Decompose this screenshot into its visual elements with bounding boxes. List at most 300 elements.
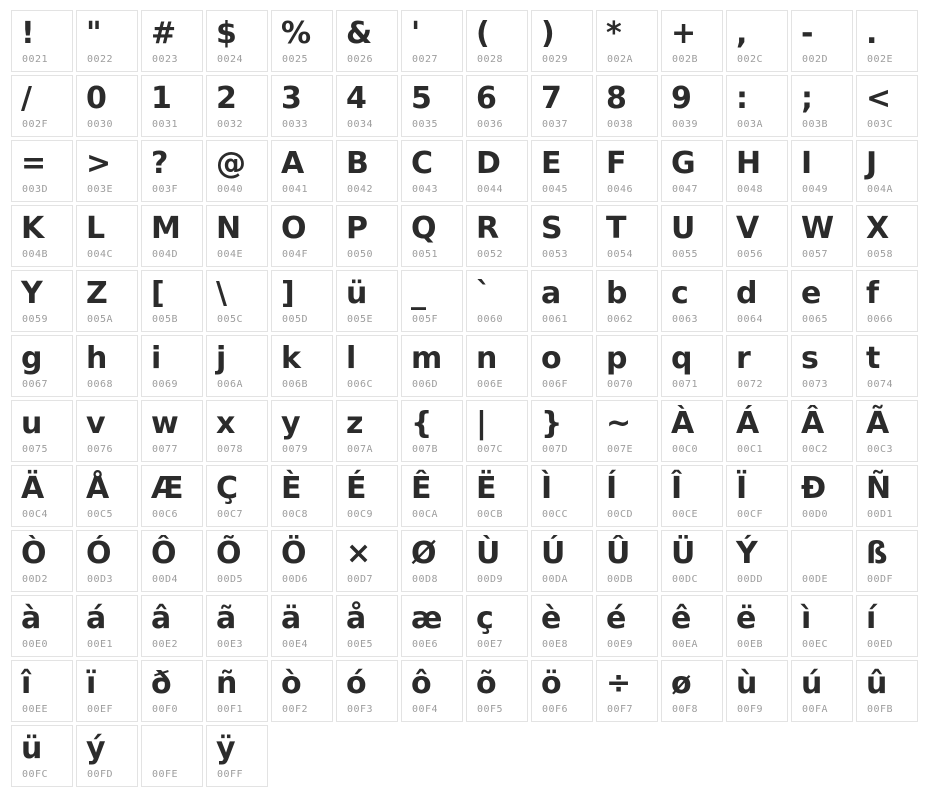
- glyph: q: [671, 341, 693, 376]
- glyph-cell: [661, 75, 723, 137]
- glyph-code-label: 00FE: [152, 769, 179, 780]
- glyph-code-label: 0033: [282, 119, 309, 130]
- glyph: ?: [151, 146, 169, 181]
- glyph: ù: [736, 666, 758, 701]
- glyph: À: [671, 406, 695, 441]
- glyph-code-label: 0037: [542, 119, 569, 130]
- glyph-cell: [531, 530, 593, 592]
- glyph-code-label: 0029: [542, 54, 569, 65]
- glyph: û: [866, 666, 888, 701]
- glyph-cell: [596, 335, 658, 397]
- glyph-code-label: 002A: [607, 54, 634, 65]
- glyph-code-label: 0023: [152, 54, 179, 65]
- glyph-cell: [11, 725, 73, 787]
- glyph-code-label: 004E: [217, 249, 244, 260]
- glyph-code-label: 0047: [672, 184, 699, 195]
- glyph-cell: [206, 10, 268, 72]
- glyph: C: [411, 146, 434, 181]
- glyph-cell: [726, 530, 788, 592]
- glyph: K: [21, 211, 45, 246]
- glyph-code-label: 002B: [672, 54, 699, 65]
- glyph-code-label: 00F2: [282, 704, 309, 715]
- glyph-code-label: 00D7: [347, 574, 374, 585]
- glyph-cell: [76, 75, 138, 137]
- glyph-cell: [531, 75, 593, 137]
- glyph: [801, 535, 852, 573]
- glyph: z: [346, 406, 364, 441]
- glyph-cell: [791, 595, 853, 657]
- glyph-code-label: 00CE: [672, 509, 699, 520]
- glyph-code-label: 0046: [607, 184, 634, 195]
- glyph: Æ: [151, 471, 184, 506]
- glyph: L: [86, 211, 106, 246]
- glyph: Ç: [216, 471, 239, 506]
- glyph-cell: [141, 595, 203, 657]
- glyph: Y: [21, 276, 43, 311]
- glyph-code-label: 00FD: [87, 769, 114, 780]
- glyph: æ: [411, 601, 443, 636]
- glyph-cell: [791, 205, 853, 267]
- glyph: ç: [476, 601, 494, 636]
- glyph: O: [281, 211, 307, 246]
- glyph-cell: [141, 725, 203, 787]
- glyph: E: [541, 146, 562, 181]
- glyph-code-label: 00E1: [87, 639, 114, 650]
- glyph-cell: [791, 530, 853, 592]
- glyph-cell: [271, 140, 333, 202]
- glyph: .: [866, 16, 878, 51]
- glyph-cell: [11, 140, 73, 202]
- glyph-code-label: 004D: [152, 249, 179, 260]
- glyph: ä: [281, 601, 302, 636]
- glyph: Ý: [736, 536, 758, 571]
- glyph-code-label: 0059: [22, 314, 49, 325]
- glyph-cell: [336, 140, 398, 202]
- glyph-code-label: 00F9: [737, 704, 764, 715]
- glyph-code-label: 00DA: [542, 574, 569, 585]
- glyph-cell: [596, 465, 658, 527]
- glyph-cell: [206, 205, 268, 267]
- glyph: Ü: [671, 536, 696, 571]
- glyph: í: [866, 601, 877, 636]
- glyph: 3: [281, 81, 302, 116]
- glyph-cell: [466, 335, 528, 397]
- glyph-cell: [726, 75, 788, 137]
- glyph: ;: [801, 81, 813, 116]
- glyph: ö: [541, 666, 562, 701]
- glyph: l: [346, 341, 357, 376]
- glyph-cell: [856, 400, 918, 462]
- glyph-code-label: 00E7: [477, 639, 504, 650]
- glyph: ú: [801, 666, 823, 701]
- glyph: &: [346, 16, 373, 51]
- glyph: ý: [86, 731, 106, 766]
- glyph: f: [866, 276, 880, 311]
- glyph-cell: [726, 10, 788, 72]
- glyph-cell: [466, 10, 528, 72]
- glyph-code-label: 0053: [542, 249, 569, 260]
- glyph-code-label: 0067: [22, 379, 49, 390]
- glyph: B: [346, 146, 369, 181]
- glyph-code-label: 0044: [477, 184, 504, 195]
- glyph-code-label: 0074: [867, 379, 894, 390]
- glyph-code-label: 0052: [477, 249, 504, 260]
- glyph-code-label: 00F3: [347, 704, 374, 715]
- glyph-code-label: 0051: [412, 249, 439, 260]
- glyph: e: [801, 276, 822, 311]
- glyph-code-label: 006F: [542, 379, 569, 390]
- glyph-cell: [596, 595, 658, 657]
- glyph-cell: [596, 140, 658, 202]
- glyph-code-label: 0063: [672, 314, 699, 325]
- glyph: h: [86, 341, 108, 376]
- glyph-cell: [856, 270, 918, 332]
- glyph-code-label: 00C7: [217, 509, 244, 520]
- glyph-cell: [401, 660, 463, 722]
- glyph-cell: [401, 75, 463, 137]
- glyph: %: [281, 16, 312, 51]
- glyph-cell: [726, 140, 788, 202]
- glyph-cell: [466, 465, 528, 527]
- glyph: Ë: [476, 471, 497, 506]
- glyph: 2: [216, 81, 237, 116]
- glyph-cell: [466, 595, 528, 657]
- glyph: ü: [346, 276, 368, 311]
- glyph: X: [866, 211, 890, 246]
- glyph-code-label: 0042: [347, 184, 374, 195]
- glyph: Õ: [216, 536, 242, 571]
- glyph-code-label: 00FB: [867, 704, 894, 715]
- glyph-code-label: 00CF: [737, 509, 764, 520]
- glyph-code-label: 00CD: [607, 509, 634, 520]
- glyph: 1: [151, 81, 172, 116]
- glyph: r: [736, 341, 751, 376]
- glyph-code-label: 00D0: [802, 509, 829, 520]
- glyph-code-label: 003F: [152, 184, 179, 195]
- glyph-cell: [726, 660, 788, 722]
- glyph-code-label: 0028: [477, 54, 504, 65]
- glyph: $: [216, 16, 237, 51]
- glyph: b: [606, 276, 628, 311]
- glyph-cell: [76, 660, 138, 722]
- glyph-code-label: 004A: [867, 184, 894, 195]
- glyph-code-label: 00E4: [282, 639, 309, 650]
- glyph: ü: [21, 731, 43, 766]
- glyph: ~: [606, 406, 632, 441]
- glyph-code-label: 004C: [87, 249, 114, 260]
- glyph-cell: [336, 465, 398, 527]
- glyph-cell: [206, 725, 268, 787]
- glyph-code-label: 00E3: [217, 639, 244, 650]
- glyph-code-label: 00D4: [152, 574, 179, 585]
- glyph-cell: [661, 595, 723, 657]
- glyph-cell: [271, 10, 333, 72]
- glyph-code-label: 00E2: [152, 639, 179, 650]
- glyph-cell: [76, 205, 138, 267]
- glyph-cell: [141, 400, 203, 462]
- glyph-cell: [141, 140, 203, 202]
- glyph: î: [21, 666, 32, 701]
- glyph-code-label: 00C9: [347, 509, 374, 520]
- glyph-cell: [596, 270, 658, 332]
- glyph-cell: [466, 270, 528, 332]
- glyph-cell: [336, 270, 398, 332]
- glyph-cell: [791, 335, 853, 397]
- glyph: È: [281, 471, 302, 506]
- glyph: Ã: [866, 406, 890, 441]
- glyph: U: [671, 211, 696, 246]
- glyph-code-label: 004F: [282, 249, 309, 260]
- glyph-cell: [141, 270, 203, 332]
- glyph: ': [411, 16, 421, 51]
- glyph-cell: [76, 465, 138, 527]
- glyph: H: [736, 146, 762, 181]
- glyph-code-label: 00C5: [87, 509, 114, 520]
- glyph-code-label: 007E: [607, 444, 634, 455]
- glyph-cell: [661, 335, 723, 397]
- glyph-cell: [401, 465, 463, 527]
- glyph-cell: [791, 400, 853, 462]
- glyph-cell: [596, 400, 658, 462]
- glyph-code-label: 00DF: [867, 574, 894, 585]
- glyph-code-label: 00E6: [412, 639, 439, 650]
- glyph-cell: [726, 465, 788, 527]
- glyph-code-label: 006C: [347, 379, 374, 390]
- glyph-cell: [76, 10, 138, 72]
- glyph: Z: [86, 276, 108, 311]
- glyph-code-label: 0058: [867, 249, 894, 260]
- glyph: ÿ: [216, 731, 236, 766]
- glyph: 6: [476, 81, 497, 116]
- glyph: Û: [606, 536, 631, 571]
- glyph-code-label: 0030: [87, 119, 114, 130]
- glyph-code-label: 0057: [802, 249, 829, 260]
- glyph-cell: [401, 10, 463, 72]
- glyph: V: [736, 211, 760, 246]
- glyph-code-label: 0048: [737, 184, 764, 195]
- glyph-code-label: 0027: [412, 54, 439, 65]
- glyph-cell: [466, 660, 528, 722]
- glyph-cell: [791, 465, 853, 527]
- glyph: Ô: [151, 536, 177, 571]
- glyph-cell: [271, 335, 333, 397]
- glyph-cell: [11, 595, 73, 657]
- glyph-code-label: 00C4: [22, 509, 49, 520]
- glyph: Ï: [736, 471, 748, 506]
- glyph-code-label: 0045: [542, 184, 569, 195]
- glyph: p: [606, 341, 628, 376]
- glyph-cell: [11, 270, 73, 332]
- glyph-cell: [271, 660, 333, 722]
- glyph-cell: [76, 270, 138, 332]
- glyph-code-label: 00FA: [802, 704, 829, 715]
- glyph-cell: [401, 595, 463, 657]
- glyph-cell: [726, 335, 788, 397]
- glyph-cell: [76, 595, 138, 657]
- glyph: A: [281, 146, 305, 181]
- glyph-code-label: 0061: [542, 314, 569, 325]
- glyph: ø: [671, 666, 692, 701]
- glyph-code-label: 0056: [737, 249, 764, 260]
- glyph-cell: [141, 530, 203, 592]
- glyph-cell: [531, 205, 593, 267]
- glyph-code-label: 00EA: [672, 639, 699, 650]
- glyph: 5: [411, 81, 432, 116]
- glyph-cell: [791, 10, 853, 72]
- glyph-cell: [661, 530, 723, 592]
- glyph-cell: [141, 335, 203, 397]
- glyph-cell: [856, 465, 918, 527]
- glyph-cell: [206, 465, 268, 527]
- glyph-cell: [531, 660, 593, 722]
- glyph-code-label: 003B: [802, 119, 829, 130]
- glyph-code-label: 0040: [217, 184, 244, 195]
- glyph: k: [281, 341, 301, 376]
- glyph-code-label: 00C3: [867, 444, 894, 455]
- glyph: n: [476, 341, 498, 376]
- glyph-code-label: 0070: [607, 379, 634, 390]
- glyph: _: [411, 276, 426, 311]
- glyph: P: [346, 211, 368, 246]
- glyph-code-label: 005E: [347, 314, 374, 325]
- glyph-cell: [596, 530, 658, 592]
- glyph-code-label: 00F4: [412, 704, 439, 715]
- glyph-code-label: 00DD: [737, 574, 764, 585]
- glyph: D: [476, 146, 501, 181]
- glyph: Ä: [21, 471, 45, 506]
- glyph-code-label: 004B: [22, 249, 49, 260]
- glyph-cell: [141, 660, 203, 722]
- glyph-code-label: 0035: [412, 119, 439, 130]
- glyph-code-label: 005B: [152, 314, 179, 325]
- glyph: ê: [671, 601, 692, 636]
- glyph-cell: [336, 10, 398, 72]
- glyph: J: [866, 146, 878, 181]
- glyph-code-label: 00E8: [542, 639, 569, 650]
- glyph-cell: [726, 205, 788, 267]
- glyph: Å: [86, 471, 110, 506]
- glyph-cell: [856, 140, 918, 202]
- character-grid: [11, 10, 918, 787]
- glyph-code-label: 00FC: [22, 769, 49, 780]
- glyph: è: [541, 601, 562, 636]
- glyph-code-label: 0036: [477, 119, 504, 130]
- glyph-cell: [11, 335, 73, 397]
- glyph-cell: [856, 10, 918, 72]
- glyph-code-label: 0066: [867, 314, 894, 325]
- glyph-cell: [661, 465, 723, 527]
- glyph-code-label: 0078: [217, 444, 244, 455]
- glyph: ,: [736, 16, 748, 51]
- glyph-code-label: 00ED: [867, 639, 894, 650]
- glyph: â: [151, 601, 172, 636]
- glyph-code-label: 00F5: [477, 704, 504, 715]
- glyph-cell: [141, 10, 203, 72]
- glyph-code-label: 0077: [152, 444, 179, 455]
- glyph: Ö: [281, 536, 307, 571]
- glyph: @: [216, 146, 246, 181]
- glyph-code-label: 003A: [737, 119, 764, 130]
- glyph-code-label: 0075: [22, 444, 49, 455]
- glyph: ]: [281, 276, 295, 311]
- glyph-code-label: 006D: [412, 379, 439, 390]
- glyph-cell: [76, 530, 138, 592]
- glyph-cell: [726, 400, 788, 462]
- glyph-cell: [531, 10, 593, 72]
- glyph-cell: [11, 465, 73, 527]
- glyph-code-label: 00CC: [542, 509, 569, 520]
- glyph-cell: [11, 530, 73, 592]
- glyph-cell: [596, 205, 658, 267]
- glyph-cell: [206, 400, 268, 462]
- glyph: *: [606, 16, 622, 51]
- glyph: #: [151, 16, 177, 51]
- glyph-code-label: 00D6: [282, 574, 309, 585]
- glyph-cell: [531, 270, 593, 332]
- glyph: :: [736, 81, 748, 116]
- glyph-code-label: 003D: [22, 184, 49, 195]
- glyph-cell: [661, 660, 723, 722]
- glyph-cell: [531, 465, 593, 527]
- glyph: F: [606, 146, 627, 181]
- glyph-cell: [141, 205, 203, 267]
- glyph-cell: [661, 270, 723, 332]
- glyph: É: [346, 471, 367, 506]
- glyph-cell: [791, 75, 853, 137]
- glyph: ï: [86, 666, 97, 701]
- glyph-cell: [401, 205, 463, 267]
- glyph-code-label: 00E9: [607, 639, 634, 650]
- glyph: w: [151, 406, 179, 441]
- glyph: |: [476, 406, 487, 441]
- glyph: M: [151, 211, 181, 246]
- glyph-cell: [336, 660, 398, 722]
- glyph-code-label: 0072: [737, 379, 764, 390]
- glyph: ì: [801, 601, 812, 636]
- glyph-cell: [206, 75, 268, 137]
- glyph: t: [866, 341, 881, 376]
- glyph: ): [541, 16, 555, 51]
- glyph: [: [151, 276, 165, 311]
- glyph-code-label: 0071: [672, 379, 699, 390]
- glyph-code-label: 0039: [672, 119, 699, 130]
- glyph-cell: [466, 400, 528, 462]
- glyph-code-label: 00DE: [802, 574, 829, 585]
- glyph-cell: [661, 10, 723, 72]
- glyph-cell: [596, 660, 658, 722]
- glyph-code-label: 0068: [87, 379, 114, 390]
- glyph-code-label: 00EB: [737, 639, 764, 650]
- glyph-cell: [531, 335, 593, 397]
- glyph-code-label: 0079: [282, 444, 309, 455]
- glyph-code-label: 002F: [22, 119, 49, 130]
- glyph-cell: [856, 335, 918, 397]
- glyph: Á: [736, 406, 760, 441]
- glyph: é: [606, 601, 627, 636]
- glyph: x: [216, 406, 236, 441]
- glyph-cell: [206, 660, 268, 722]
- glyph: Ò: [21, 536, 47, 571]
- glyph-cell: [141, 75, 203, 137]
- glyph-cell: [856, 660, 918, 722]
- glyph-code-label: 00F6: [542, 704, 569, 715]
- glyph: (: [476, 16, 490, 51]
- glyph-cell: [466, 530, 528, 592]
- glyph: a: [541, 276, 562, 311]
- glyph-cell: [206, 140, 268, 202]
- glyph-cell: [206, 270, 268, 332]
- glyph: {: [411, 406, 433, 441]
